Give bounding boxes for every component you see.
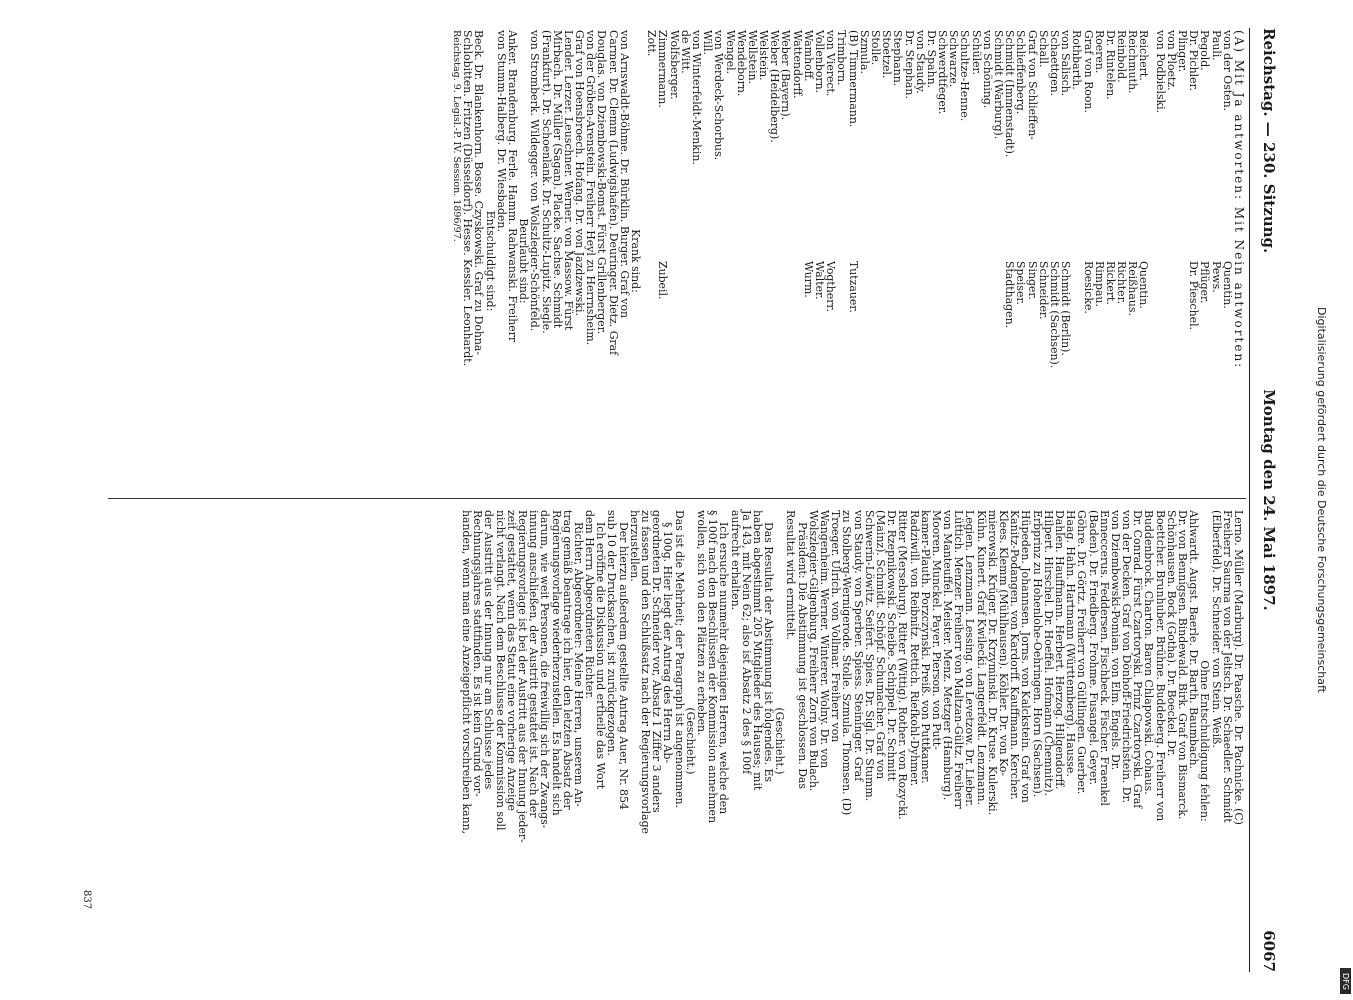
left-column (110, 30, 1244, 492)
text-line: Troeger. Ulrich. von Vollmar. Freiherr von (829, 510, 843, 743)
text-line: Beck. Dr. Blankenhorn. Bosse. Czyskowski. Graf zu Dohna- (472, 30, 486, 356)
text-line: Boettcher. Brunhuber. Brühne. Buddeberg. Freiherr von (1153, 510, 1167, 822)
name-yes: Zott. (645, 30, 659, 57)
text-line (1210, 30, 1221, 492)
text-line: (Geschieht.) (773, 707, 787, 775)
name-no (915, 261, 926, 492)
text-line: Krank sind: (629, 229, 643, 293)
text-line (892, 30, 903, 492)
name-no (971, 261, 982, 492)
name-yes: Dr. Rintelen. (1103, 30, 1117, 100)
name-no: Speiser. (1014, 261, 1028, 305)
name-no: Schneider. (1036, 261, 1050, 320)
text-line (724, 30, 735, 492)
name-no: Rimpau. (1092, 261, 1106, 307)
name-yes: Weber (Bayern). (779, 30, 793, 121)
name-no: Quentin. (1220, 261, 1234, 309)
name-no (948, 261, 959, 492)
right-column (110, 510, 1244, 972)
text-line: (Geschieht.) (683, 707, 697, 775)
name-yes: von Podbielski. (1153, 30, 1167, 114)
name-yes: Dr. Stephan. (902, 30, 916, 99)
text-line: (A) Mit Ja antworten: Mit Nein antworten: (1232, 30, 1246, 370)
text-line (691, 30, 702, 492)
name-yes: (B) Timmermann. (846, 30, 860, 128)
text-line: von Staudy. von Sperber. Spiess. Steininger. Graf (851, 510, 865, 782)
name-no (1155, 261, 1166, 492)
footer-page-number: 837 (81, 890, 92, 910)
text-line: Lüttich. Menzer. Freiherr von Maltzan-Gültz. Freiherr (952, 510, 966, 809)
text-line: von Stromberk. Wildegger. von Wolszlegier-Schönfeld. (528, 30, 542, 332)
text-line: Kühn. Kunert. Graf Kwilecki. Langerfeldt. Lenzmann. (974, 510, 988, 805)
text-line (814, 30, 825, 492)
name-no (747, 261, 758, 492)
text-line (1026, 30, 1037, 492)
name-yes: Trimborn. (835, 30, 849, 86)
header-left: Reichstag. — 230. Sitzung. (1260, 28, 1278, 254)
text-line: von Manteuffel. Meister. Menz. Metzger (Hamburg). (941, 510, 955, 801)
text-line (915, 30, 926, 492)
text-line: Wangenheim. Werner. Winterer. Wolny. Dr. von (818, 510, 832, 769)
name-no: Schmidt (Berlin). (1059, 261, 1073, 356)
text-line: Carmer. Dr. Clemm (Ludwigshafen). Deuringer. Dietz. Graf (606, 30, 620, 356)
name-no (792, 261, 803, 492)
name-no (1071, 261, 1082, 492)
name-yes: Wattendorff. (790, 30, 804, 99)
name-yes: Stoetzel. (880, 30, 894, 79)
text-line (971, 30, 982, 492)
text-line: zu Stolberg-Wernigerode. Stolle. Szmula. Thomsen. (D) (840, 510, 854, 816)
text-line: Präsident: Die Abstimmung ist geschlossen. Das (795, 522, 809, 790)
name-no (758, 261, 769, 492)
name-yes: Schlieffenberg. (1014, 30, 1028, 115)
text-line: Dahlen. Hauffmann. Herbert. Herzog. Hilgendorff. (1053, 510, 1066, 790)
name-no (993, 261, 1004, 492)
text-line: von der Gröben-Arenstein. Freiherr Heyl zu Herrnsheim. (584, 30, 598, 346)
name-yes: Schmidt (Warburg). (992, 30, 1006, 140)
text-line (948, 30, 959, 492)
name-no (1177, 261, 1188, 492)
text-line: Anker. Brandenburg. Ferle. Hamm. Rahwanski. Freiherr (506, 30, 519, 343)
name-yes: Wendeborn. (734, 30, 748, 97)
name-no (780, 261, 791, 492)
text-line (668, 30, 679, 492)
name-yes: Graf von Roon. (1081, 30, 1095, 113)
header-rule (1249, 28, 1250, 972)
name-yes: Welstein. (757, 30, 771, 81)
text-line: wollen, sich von den Plätzen zu erheben. (695, 510, 708, 736)
text-line (1038, 30, 1049, 492)
text-line (747, 30, 758, 492)
name-no (680, 261, 691, 492)
text-line (736, 30, 747, 492)
name-no: Roesicke. (1081, 261, 1095, 314)
text-line (1138, 30, 1149, 492)
text-line (803, 30, 814, 492)
name-yes: Schall. (1036, 30, 1050, 68)
text-line (1222, 30, 1233, 492)
text-line: von der Decken. Graf von Dönhoff-Friedrichstein. Dr. (1120, 510, 1134, 804)
text-line: geordneten Dr. Schneider vor, Absatz 1 Ziffer 3 anders (650, 510, 664, 813)
header-center: Montag den 24. Mai 1897. (1260, 389, 1278, 611)
name-no (646, 261, 657, 492)
name-yes: Szmula. (857, 30, 871, 74)
text-line (1199, 30, 1210, 492)
text-line: handen, wenn man eine Anzeigepflicht vorschreiben kann, (460, 510, 474, 835)
page-header (1252, 28, 1282, 972)
text-line (758, 30, 769, 492)
text-line: innung anschließen, der Austritt gestattet ist. Nach der (527, 510, 541, 818)
text-line: Das Resultat der Abstimmung ist folgendes. Es (762, 522, 776, 783)
text-line: § 100f nach den Beschlüssen der Kommission annehmen (706, 510, 720, 823)
text-line (859, 30, 870, 492)
name-no (769, 261, 780, 492)
text-line: Enneccerus. Feddersen. Fischbeck. Fischer. Fraenkel (1097, 510, 1111, 806)
name-no (702, 261, 713, 492)
text-line: von Stumm-Halberg. Dr. Wiesbaden. (494, 30, 508, 232)
text-line: von Dziembowski-Pomian. von Elm. Engels. Dr. (1108, 510, 1122, 771)
text-line (780, 30, 791, 492)
name-no (859, 261, 870, 492)
text-line: zeit gestattet, wenn das Statut eine vorherige Anzeige (504, 510, 518, 811)
name-yes: Schwerdtfeger. (936, 30, 950, 115)
name-yes: Will. (701, 30, 715, 55)
name-no: Walter. (813, 261, 827, 300)
text-line: Buddenbrock. Charton. Baron Chlapowski. Cohaus. (1142, 510, 1156, 795)
text-line: (Mainz). Schmidt. Schöpf. Schumacher. Graf von (874, 510, 887, 780)
text-line (926, 30, 937, 492)
text-line: Ich eröffne die Diskussion und ertheile das Wort (594, 522, 608, 790)
name-no: Tutzauer. (846, 261, 860, 313)
name-no (959, 261, 970, 492)
text-line (713, 30, 724, 492)
name-yes: von Ploetz. (1164, 30, 1178, 91)
name-no: Wurm. (801, 261, 815, 298)
text-line: Dr. von Bennigsen. Bindewald. Birk. Graf von Bismarck. (1176, 510, 1190, 820)
text-line (1177, 30, 1188, 492)
watermark-text: Digitalisierung gefördert durch die Deutsche Forschungsgemeinschaft (1315, 307, 1328, 693)
text-line (1116, 30, 1127, 492)
text-line: Dr. Conrad. Fürst Czartoryski. Prinz Czartoryski. Graf (1131, 510, 1145, 809)
name-yes: von Werdeck-Schorbus. (712, 30, 726, 161)
text-line (792, 30, 803, 492)
name-yes: Schwarze. (947, 30, 961, 88)
name-no: Pews. (1209, 261, 1223, 293)
header-page-number: 6067 (1260, 930, 1278, 972)
text-line: Ohne Entschuldigung fehlen: (1198, 660, 1212, 822)
name-no (937, 261, 948, 492)
text-line (1082, 30, 1093, 492)
text-line: Klees. Klemm (Mühlhausen). Köhler. Dr. von Ko- (997, 510, 1011, 777)
text-line (1015, 30, 1026, 492)
text-line: Regierungsvorlage ist bei der Austritt aus der Innung jeder- (516, 510, 529, 843)
text-line: Freiherr Saurma von der Jeltsch. Dr. Schaedler. Schmidt (1220, 510, 1234, 823)
name-yes: Schaettgen. (1048, 30, 1061, 97)
text-line: Regierungsvorlage wiederherzustellen. Es handelt sich (549, 510, 563, 816)
text-line: Lender. Lerzer. Leuschner. Werner. von Massow. Fürst (561, 30, 575, 331)
name-no (982, 261, 993, 492)
text-line: trag gemäß beantrage ich hier, den letzten Absatz der (560, 510, 574, 810)
text-line: herzustellen. (627, 510, 641, 582)
text-line (1004, 30, 1015, 492)
name-yes: von Staudy. (913, 30, 927, 94)
name-no: Schmidt (Sachsen). (1048, 261, 1061, 369)
name-yes: von Schöning. (980, 30, 994, 109)
text-line: Schlobitten. Fritzen (Düsseldorf). Hesse. Kessler. Leonhardt. (461, 30, 475, 367)
text-line: Hüpeden. Johannsen. Jorns. von Kalckstein. Graf von (1019, 510, 1033, 803)
name-no (713, 261, 724, 492)
name-no (724, 261, 735, 492)
text-line: § 100g. Hier liegt der Antrag des Herrn Ab- (661, 522, 675, 764)
name-yes: Schultze-Henne. (958, 30, 972, 122)
text-line: mierowski. Krüger. Dr. Krzyminski. Dr. Kruse. Kulerski. (985, 510, 999, 816)
name-yes: Wengel. (723, 30, 737, 75)
text-line (1071, 30, 1082, 492)
rotated-page (30, 0, 1290, 1000)
name-no: Richter. (1115, 261, 1129, 305)
name-yes: Vollenborn. (813, 30, 827, 94)
name-no (691, 261, 702, 492)
text-line (1060, 30, 1071, 492)
text-line: Graf von Hoensbroech. Hofang. Dr. von Jazdzewski. (573, 30, 587, 316)
name-yes: Roeren. (1092, 30, 1106, 74)
name-no: Vogtherr. (824, 261, 838, 312)
text-line (769, 30, 780, 492)
name-yes: Wellstein. (745, 30, 759, 85)
text-line: Mirbach. Dr. Müller (Sagan). Placke. Sachse. Schmidt (550, 30, 564, 329)
text-line: Rechnungsjahres stattfinden. Es ist kein Grund vor- (471, 510, 485, 797)
text-line: Beurlaubt sind: (517, 218, 531, 304)
name-no (836, 261, 847, 492)
text-line (646, 30, 657, 492)
text-line: Hilpert. Hirschel. Dr. Hoeffel. Hofmann (Chemnitz). (1041, 510, 1055, 796)
text-line (1094, 30, 1105, 492)
name-no (1166, 261, 1177, 492)
text-line: haben abgestimmt 205 Mitglieder des Hauses; mit (750, 510, 764, 791)
text-line: von Arnswaldt-Böhme. Dr. Bürklin. Burger. Graf von (617, 30, 631, 319)
text-line: nicht verlangt. Nach dem Beschlusse der Kommission soll (493, 510, 507, 831)
text-line (903, 30, 914, 492)
text-line: dem Herrn Abgeordneten Richter. (583, 510, 597, 699)
text-line (982, 30, 993, 492)
name-no: Rickert. (1103, 261, 1117, 305)
name-yes: Schmidt (Immenstadt). (1003, 30, 1017, 158)
text-line (1049, 30, 1060, 492)
name-yes: Reichert. (1137, 30, 1151, 81)
name-yes: von Winterfeldt-Menkin. (690, 30, 703, 165)
text-line (937, 30, 948, 492)
text-line (1127, 30, 1138, 492)
name-yes: Dr. Spahn. (924, 30, 938, 89)
text-line: Radziwill. von Reibnitz. Rettich. Riefkohl-Dyhmer. (907, 510, 921, 787)
name-yes: von Vierect. (824, 30, 838, 97)
name-yes: Wolfsberger. (667, 30, 681, 100)
text-line: Schönhausen. Bock (Gotha). Dr. Boeckel. Dr. (1164, 510, 1178, 757)
name-no: Dr. Pieschel. (1187, 261, 1201, 331)
text-line: Dr. Rzepnikowski. Scheibe. Schippel. Dr. Schmitt (885, 510, 899, 782)
text-line: (Elberfeld). Dr. Schneider. von Stein. Weiß. (1209, 510, 1223, 748)
text-line: Douglas. von Dziembowski-Bomst. Fürst Grillenberger. (595, 30, 609, 335)
text-line (825, 30, 836, 492)
name-yes: Graf von Schlieffen- (1025, 30, 1039, 140)
name-no (668, 261, 679, 492)
text-line: darum, wie weit Personen, die freiwillig sich der Zwangs- (538, 510, 552, 829)
name-yes: Reichmuth. (1126, 30, 1140, 94)
text-line: Göhre. Dr. Görtz. Freiherr von Gültlingen. Guerber. (1075, 510, 1089, 795)
name-yes: Weber (Heidelberg). (768, 30, 782, 143)
name-no: Stadthagen. (1003, 261, 1017, 329)
name-yes: Reinbold. (1115, 30, 1129, 83)
text-line: Wolszlegier-Gilgenburg. Freiherr Zorn von Bulach. (806, 510, 820, 792)
text-line: Ahlwardt. Augst. Baerle. Dr. Barth. Baumbach. (1187, 510, 1201, 769)
text-line (1166, 30, 1177, 492)
text-line: Das ist die Mehrheit; der Paragraph ist angenommen. (672, 510, 686, 809)
name-no (903, 261, 914, 492)
text-line: sub 10 der Drucksachen, ist zurückgezogen. (605, 510, 619, 756)
name-yes: de Witt. (678, 30, 692, 74)
name-yes: Stephann. (891, 30, 905, 87)
text-line (1188, 30, 1199, 492)
text-line: Lerno. Müller (Marburg). Dr. Paasche. Dr. Pachnicke. (C) (1232, 510, 1245, 825)
text-line: Resultat wird ermittelt. (784, 510, 798, 640)
name-yes: Zimmermann. (656, 30, 670, 108)
name-no: Singer. (1025, 261, 1039, 300)
name-no: Quentin. (1137, 261, 1151, 309)
text-line (881, 30, 892, 492)
text-line: Ich ersuche nunmehr diejenigen Herren, welche den (717, 522, 731, 815)
text-line: Richter, Abgeordneter: Meine Herren, unserem An- (571, 522, 585, 807)
text-line: Der hierzu außerdem gestellte Antrag Auer, Nr. 854 (616, 522, 630, 810)
name-no (926, 261, 937, 492)
text-line (836, 30, 847, 492)
text-line: Reichstag. 9. Legisl.-P. IV. Session. 1896/97. (451, 30, 463, 242)
text-line (1155, 30, 1166, 492)
name-yes: von Salisch. (1059, 30, 1073, 97)
text-line (702, 30, 713, 492)
text-line: Mooren. Munckel. Payer. Pierson. von Putt- (929, 510, 943, 750)
name-no: Zubeil. (656, 261, 670, 300)
text-line: Legien. Lenzmann. Lessing. von Levetzow. Dr. Lieber. (963, 510, 977, 807)
name-yes: Stolle. (869, 30, 882, 66)
text-line (959, 30, 970, 492)
name-yes: Rothbarth. (1070, 30, 1084, 90)
name-yes: Wamhoff. (801, 30, 815, 82)
name-no: Reißhaus. (1126, 261, 1140, 316)
name-no (881, 261, 892, 492)
name-no (736, 261, 747, 492)
text-line: Erbprinz zu Hohenlohe-Oehringen. Horn (Sachsen). (1030, 510, 1044, 798)
text-line: Ja 143, mit Nein 62; also ist Absatz 2 des § 100f (739, 510, 753, 775)
text-line: Entschuldigt sind: (483, 210, 497, 312)
text-line (680, 30, 691, 492)
dfg-logo: DFG (1340, 968, 1351, 994)
name-yes: Pegold. (1198, 30, 1212, 71)
text-line (1105, 30, 1116, 492)
text-line (993, 30, 1004, 492)
name-yes: Dr. Pichler. (1187, 30, 1201, 91)
text-line (657, 30, 668, 492)
text-line: (Frankfurt). Dr. Schoenlank. Dr. Schultz-Lupitz. Siegle. (539, 30, 553, 334)
text-line: kamer-Plauth. Porzczynski. Preiß. von Puttkamer. (918, 510, 932, 784)
name-no (870, 261, 881, 492)
text-line: Schwerin-Löwitz. Seifert. Spies. Dr. Sigl. Dr. Stumm. (862, 510, 876, 802)
name-yes: Schüler. (969, 30, 983, 75)
text-line: der Austritt aus der Innung nur am Schlusse jedes (482, 510, 496, 790)
text-line (847, 30, 858, 492)
text-line: (Baden). Dr. Friedberg. Frohme. Fusangel. Geyer. (1086, 510, 1100, 785)
text-line: Ritter (Merseburg). Ritter (Wittig). Rother. von Rozycki. (896, 510, 910, 820)
text-line: Haag. Hahn. Hartmann (Württemberg). Hausse. (1064, 510, 1078, 777)
text-line: aufrecht erhalten. (728, 510, 742, 611)
text-line (870, 30, 881, 492)
name-yes: von der Osten. (1220, 30, 1234, 112)
text-line: zu fassen und den Schlußsatz nach der Regierungsvorlage (639, 510, 653, 835)
name-yes: Pauli. (1209, 30, 1223, 61)
name-yes: Plinger. (1176, 30, 1190, 73)
column-divider (108, 498, 1246, 499)
name-no (892, 261, 903, 492)
name-no: Pflüger. (1198, 261, 1212, 304)
text-line: Kanitz-Podangen. von Kardorff. Kauffmann. Kercher. (1008, 510, 1022, 800)
